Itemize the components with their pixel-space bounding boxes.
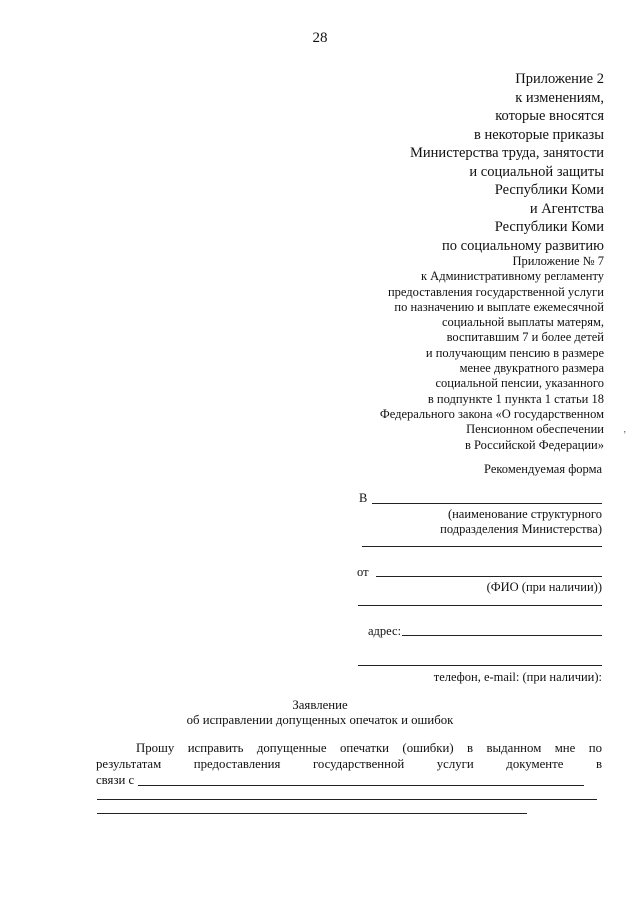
page-number: 28 (312, 30, 328, 46)
from-field-line[interactable] (376, 576, 602, 577)
recommended-form-label: Рекомендуемая форма (484, 462, 602, 476)
appendix-7-line: предоставления государственной услуги (387, 284, 604, 299)
appendix-2-line: которые вносятся (495, 108, 604, 124)
appendix-7-line: Федерального закона «О государственном (379, 406, 604, 421)
appendix-2-line: к изменениям, (515, 89, 604, 106)
statement-line-1: Прошу исправить допущенные опечатки (ошибки) в выданном мне по (136, 741, 602, 755)
statement-line-3: связи с (96, 773, 135, 787)
to-caption (440, 507, 602, 537)
from-field-line-2[interactable] (358, 605, 602, 606)
address-field-line[interactable] (402, 635, 602, 636)
to-caption-line-2: подразделения Министерства) (440, 522, 602, 536)
appendix-2-line: по социальному развитию (442, 237, 604, 254)
statement-subtitle: об исправлении допущенных опечаток и ошибок (186, 713, 454, 727)
appendix-7-line: менее двукратного размера (459, 361, 604, 376)
appendix-2-line: Республики Коми (494, 219, 604, 235)
appendix-7-line: по назначению и выплате ежемесячной (394, 299, 604, 314)
from-label: от (357, 565, 369, 579)
appendix-7-line: социальной пенсии, указанного (435, 376, 604, 391)
appendix-2-line: и Агентства (529, 200, 604, 217)
phone-email-label: телефон, e-mail: (при наличии): (433, 670, 602, 684)
appendix-2-line: Республики Коми (494, 182, 604, 198)
to-field-line-2[interactable] (362, 546, 602, 547)
appendix-7-line: в Российской Федерации» (464, 437, 604, 452)
appendix-7-line: к Административному регламенту (420, 269, 604, 284)
appendix-7-line: в подпункте 1 пункта 1 статьи 18 (427, 391, 604, 406)
appendix-7-line: социальной выплаты матерям, (441, 315, 604, 330)
to-caption-line-1: (наименование структурного (447, 507, 602, 521)
reason-field-line-1[interactable] (138, 785, 584, 786)
appendix-7-header (380, 254, 604, 453)
scan-mark: , (623, 424, 626, 435)
statement-title: Заявление (292, 698, 348, 712)
appendix-7-line: Пенсионном обеспечении (466, 422, 604, 437)
appendix-2-line: в некоторые приказы (474, 126, 604, 143)
appendix-7-line: и получающим пенсию в размере (425, 345, 604, 360)
address-label: адрес: (368, 624, 402, 638)
appendix-2-header (410, 70, 604, 255)
appendix-2-line: и социальной защиты (469, 163, 604, 180)
appendix-7-line: Приложение № 7 (512, 254, 604, 268)
reason-field-line-2[interactable] (97, 799, 597, 800)
statement-line-2: результатам предоставления государственной услуги документе в (96, 757, 602, 771)
appendix-7-line: воспитавшим 7 и более детей (446, 330, 604, 345)
to-label: В (359, 491, 368, 505)
from-caption: (ФИО (при наличии)) (486, 580, 602, 594)
appendix-2-line: Приложение 2 (515, 71, 604, 87)
reason-field-line-3[interactable] (97, 813, 527, 814)
to-field-line[interactable] (372, 503, 602, 504)
appendix-2-line: Министерства труда, занятости (410, 145, 604, 161)
address-field-line-2[interactable] (358, 665, 602, 666)
